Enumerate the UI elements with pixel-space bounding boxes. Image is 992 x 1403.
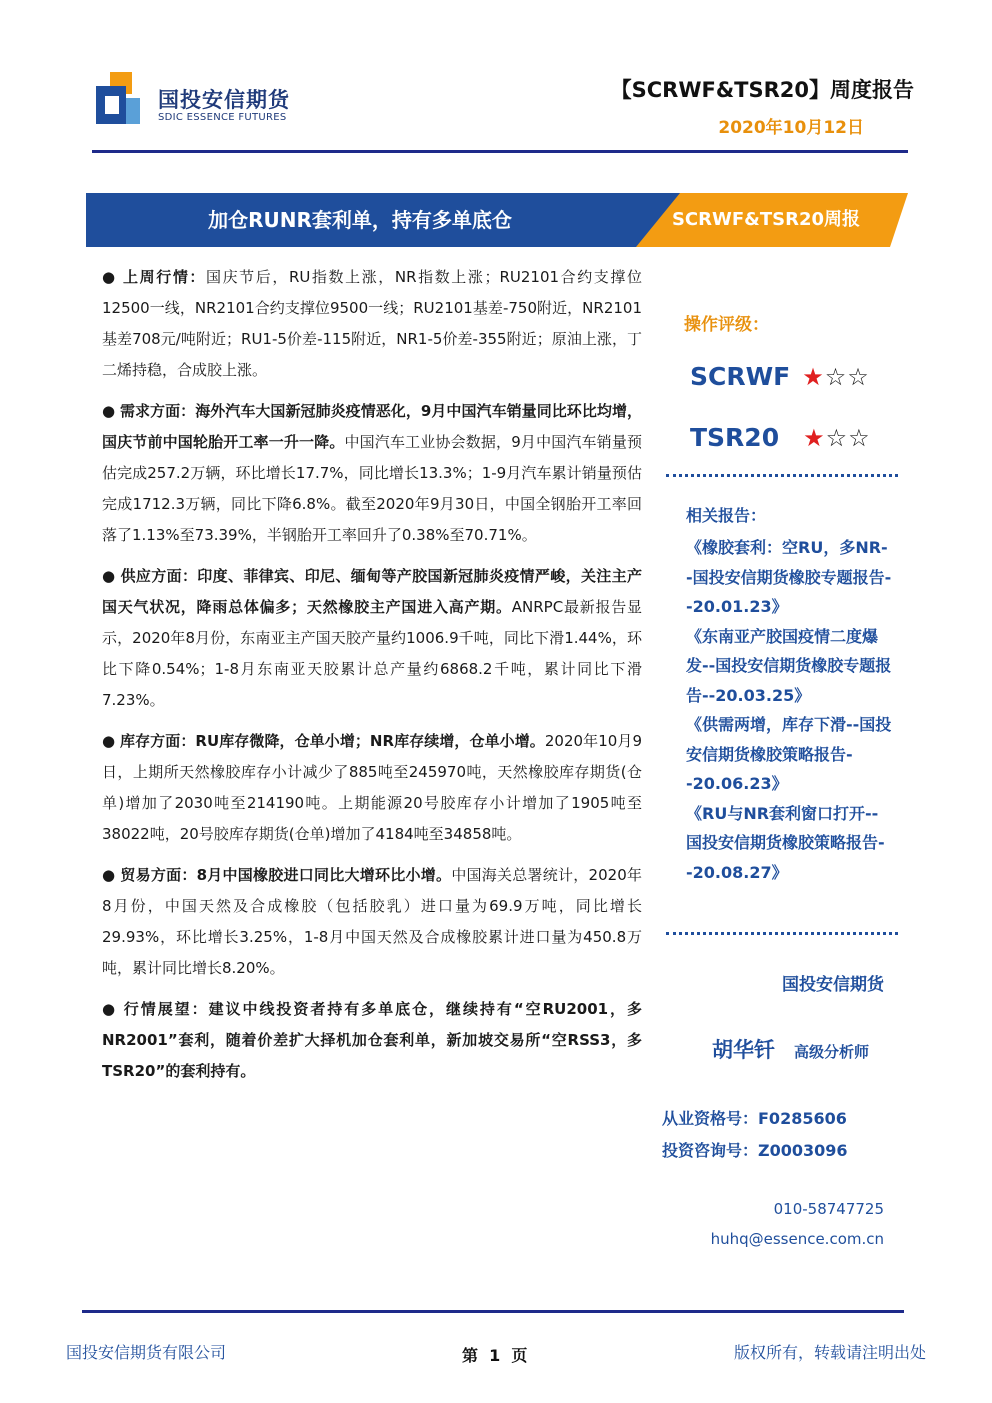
sidebar-divider (666, 932, 898, 935)
paragraph-supply (102, 561, 642, 716)
bullet: ● (102, 567, 116, 585)
paragraph-lead: 库存方面：RU库存微降，仓单小增；NR库存续增，仓单小增。 (120, 732, 545, 750)
banner-tag: SCRWF&TSR20周报 (671, 209, 861, 230)
company-logo (96, 72, 140, 124)
paragraph-lead: 上周行情： (123, 268, 206, 286)
consult-number: 投资咨询号：Z0003096 (662, 1141, 848, 1160)
header-divider (92, 150, 908, 153)
footer-divider (82, 1310, 904, 1313)
paragraph-lead: 贸易方面：8月中国橡胶进口同比大增环比小增。 (120, 866, 452, 884)
footer-company: 国投安信期货有限公司 (66, 1343, 227, 1362)
star-filled-icon: ★ (803, 424, 826, 452)
paragraph-market (102, 262, 642, 386)
report-title: 【SCRWF&TSR20】周度报告 (610, 78, 914, 102)
paragraph-body: 中国海关总署统计，2020年8月份，中国天然及合成橡胶（包括胶乳）进口量为69.9万吨，同比增长29.93%，环比增长3.25%，1-8月中国天然及合成橡胶累计进口量为450.8万吨，累计同比增长8.20%。 (102, 866, 642, 977)
rating-scrwf (690, 362, 870, 391)
paragraph-body: 国庆节后，RU指数上涨，NR指数上涨；RU2101合约支撑位12500一线，NR2101合约支撑位9500一线；RU2101基差-750附近，NR2101基差708元/吨附近；RU1-5价差-115附近，NR1-5价差-355附近；原油上涨，丁二烯持稳，合成胶上涨。 (102, 268, 642, 379)
paragraph-trade (102, 860, 642, 984)
related-report-link[interactable]: 《供需两增，库存下滑--国投安信期货橡胶策略报告--20.06.23》 (686, 715, 892, 793)
paragraph-lead: 行情展望：建议中线投资者持有多单底仓，继续持有“空RU2001，多NR2001”套利，随着价差扩大择机加仓套利单，新加坡交易所“空RSS3，多TSR20”的套利持有。 (102, 1000, 642, 1080)
analyst-name: 胡华钎 (712, 1038, 775, 1062)
rating-name: TSR20 (690, 423, 780, 452)
star-empty-icon: ☆☆ (824, 363, 870, 391)
rating-name: SCRWF (690, 362, 791, 391)
paragraph-lead: 需求方面：海外汽车大国新冠肺炎疫情恶化，9月中国汽车销量同比环比均增，国庆节前中国轮胎开工率一升一降。 (102, 402, 642, 451)
related-report-link[interactable]: 《东南亚产胶国疫情二度爆发--国投安信期货橡胶专题报告--20.03.25》 (686, 626, 892, 705)
paragraph-body: ANRPC最新报告显示，2020年8月份，东南亚主产国天胶产量约1006.9千吨，同比下滑1.44%，环比下降0.54%；1-8月东南亚天胶累计总产量约6868.2千吨，累计同比下滑7.23%。 (102, 598, 642, 709)
logo-name-en: SDIC ESSENCE FUTURES (158, 112, 287, 123)
related-reports-label: 相关报告： (686, 506, 767, 525)
sidebar-company: 国投安信期货 (782, 975, 884, 995)
star-filled-icon: ★ (802, 363, 825, 391)
related-report-link[interactable]: 《RU与NR套利窗口打开--国投安信期货橡胶策略报告--20.08.27》 (686, 803, 885, 882)
logo-mark-icon (96, 72, 140, 124)
analyst-title: 高级分析师 (794, 1043, 870, 1061)
bullet: ● (102, 732, 116, 750)
page-number: 第 1 页 (462, 1346, 528, 1365)
bullet: ● (102, 402, 116, 420)
paragraph-outlook (102, 994, 642, 1087)
main-content (102, 262, 642, 1087)
contact-email[interactable]: huhq@essence.com.cn (710, 1230, 884, 1248)
sidebar-divider (666, 474, 898, 477)
rating-stars (802, 363, 870, 391)
contact-phone: 010-58747725 (773, 1200, 884, 1218)
related-report-link[interactable]: 《橡胶套利：空RU，多NR--国投安信期货橡胶专题报告--20.01.23》 (686, 538, 892, 616)
report-date: 2020年10月12日 (718, 118, 864, 138)
banner-title: 加仓RUNR套利单，持有多单底仓 (208, 208, 512, 232)
paragraph-inventory (102, 726, 642, 850)
related-reports-list (686, 533, 894, 887)
bullet: ● (102, 268, 117, 286)
bullet: ● (102, 1000, 118, 1018)
paragraph-lead: 供应方面：印度、菲律宾、印尼、缅甸等产胶国新冠肺炎疫情严峻，关注主产国天气状况，降雨总体偏多；天然橡胶主产国进入高产期。 (102, 567, 642, 616)
paragraph-demand (102, 396, 642, 551)
bullet: ● (102, 866, 116, 884)
paragraph-body: 中国汽车工业协会数据，9月中国汽车销量预估完成257.2万辆，环比增长17.7%，同比增长13.3%；1-9月汽车累计销量预估完成1712.3万辆，同比下降6.8%。截至2020年9月30日，中国全钢胎开工率回落了1.13%至73.39%，半钢胎开工率回升了0.38%至70.71%。 (102, 433, 642, 544)
rating-label: 操作评级： (684, 315, 769, 335)
star-empty-icon: ☆☆ (825, 424, 871, 452)
rating-stars (803, 424, 871, 452)
paragraph-body: 2020年10月9日，上期所天然橡胶库存小计减少了885吨至245970吨，天然橡胶库存期货(仓单)增加了2030吨至214190吨。上期能源20号胶库存小计增加了1905吨至38022吨，20号胶库存期货(仓单)增加了4184吨至34858吨。 (102, 732, 642, 843)
rating-tsr20 (690, 423, 871, 452)
logo-name-cn: 国投安信期货 (158, 88, 290, 112)
footer-copyright: 版权所有，转载请注明出处 (733, 1343, 926, 1362)
qualification-number: 从业资格号：F0285606 (662, 1109, 847, 1128)
